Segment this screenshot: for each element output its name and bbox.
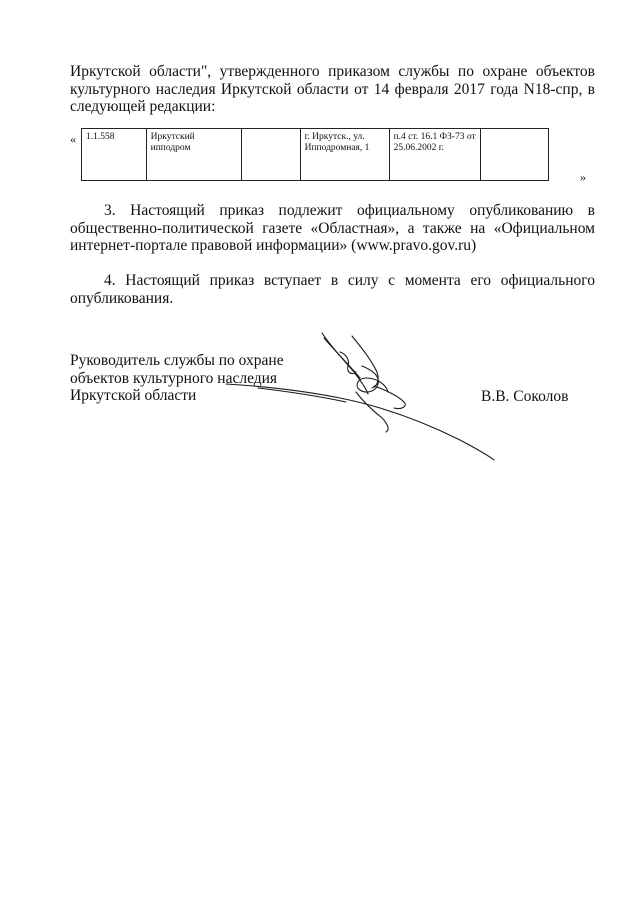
cell-number: 1.1.558 (82, 129, 147, 181)
table-close-quote: » (580, 170, 586, 184)
table-open-quote: « (70, 132, 76, 146)
signer-position (70, 352, 284, 405)
signer-name: В.В. Соколов (481, 388, 569, 405)
cell-address: г. Иркутск., ул. Ипподромная, 1 (300, 129, 389, 181)
intro-paragraph: Иркутской области", утвержденного приказом службы по охране объектов культурного наследия Иркутской области от 14 февраля 2017 года N18-спр, в следующей редакции: (70, 63, 595, 115)
signer-position-line: Иркутской области (70, 387, 197, 404)
cell-extra (481, 129, 549, 181)
publication-paragraph: 3. Настоящий приказ подлежит официальному опубликованию в общественно-политической газете «Областная», а также на «Официальном интернет-портале правовой информации» (www.pravo.gov.ru) (70, 202, 595, 254)
cell-object-name: Иркутский ипподром (146, 129, 241, 181)
effective-date-paragraph: 4. Настоящий приказ вступает в силу с момента его официального опубликования. (70, 272, 595, 307)
signer-position-line: Руководитель службы по охране (70, 352, 284, 369)
cell-dating (241, 129, 300, 181)
cell-basis: п.4 ст. 16.1 ФЗ-73 от 25.06.2002 г. (389, 129, 481, 181)
signer-position-line: объектов культурного наследия (70, 369, 278, 387)
register-table (81, 128, 549, 181)
table-row (82, 129, 549, 181)
